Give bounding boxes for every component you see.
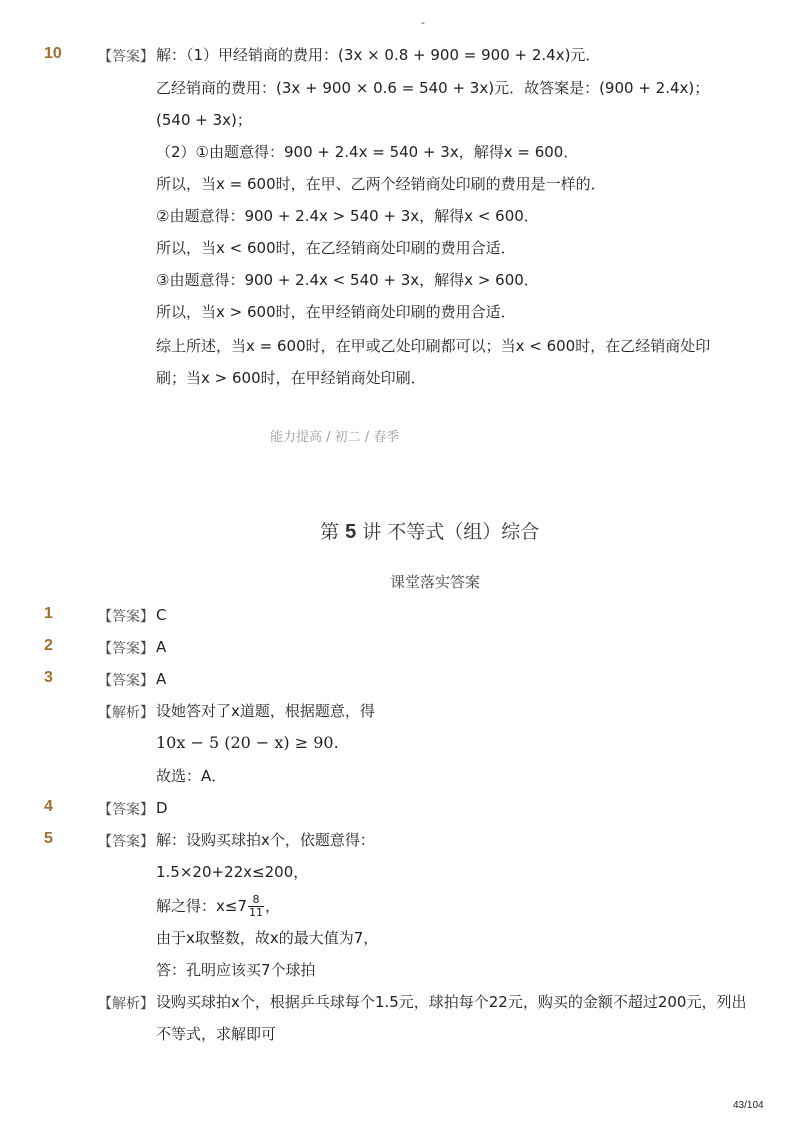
page-number: 43/104 [733, 1100, 764, 1111]
fraction-numerator: 8 [248, 894, 264, 907]
question-number-2: 2 [44, 637, 53, 654]
question-number-10: 10 [44, 45, 62, 62]
q10-line-10: 综上所述，当x = 600时，在甲或乙处印刷都可以；当x < 600时，在乙经销商处印 [156, 337, 711, 355]
analysis-tag: 【解析】 [98, 996, 154, 1012]
section-title-prefix: 第 [320, 521, 340, 543]
answer-tag: 【答案】 [98, 834, 154, 850]
answer-value-1: C [156, 606, 167, 624]
answer-value-3: A [156, 670, 167, 688]
q5-analysis-line-1: 设购买球拍x个，根据乒乓球每个1.5元，球拍每个22元，购买的金额不超过200元，列出 [156, 993, 747, 1011]
section-subtitle: 课堂落实答案 [390, 573, 481, 591]
q10-line-7: 所以，当x < 600时，在乙经销商处印刷的费用合适． [156, 239, 516, 257]
answer-value-2: A [156, 638, 167, 656]
q10-line-3: (540 + 3x)； [156, 111, 252, 129]
q10-line-8: ③由题意得：900 + 2.4x < 540 + 3x，解得x > 600． [156, 271, 539, 289]
section-title-number: 5 [345, 521, 357, 543]
q5-analysis-line-2: 不等式，求解即可 [156, 1025, 277, 1043]
analysis-tag: 【解析】 [98, 705, 154, 721]
fraction [248, 894, 264, 919]
q3-analysis-line-1: 设她答对了x道题，根据题意，得 [156, 702, 375, 720]
q5-line-3 [156, 894, 280, 919]
question-number-5: 5 [44, 830, 53, 847]
answer-tag: 【答案】 [98, 641, 154, 657]
answer-value-4: D [156, 799, 168, 817]
q10-line-9: 所以，当x > 600时，在甲经销商处印刷的费用合适． [156, 303, 516, 321]
answer-tag: 【答案】 [98, 609, 154, 625]
q5-solution-prefix: 解之得：x≤7 [156, 897, 247, 915]
q10-line-6: ②由题意得：900 + 2.4x > 540 + 3x，解得x < 600． [156, 207, 539, 225]
answer-tag: 【答案】 [98, 673, 154, 689]
q10-line-1: 解：（1）甲经销商的费用：(3x × 0.8 + 900 = 900 + 2.4x)元． [156, 46, 601, 64]
q5-solution-suffix: ， [265, 897, 281, 915]
fraction-denominator: 11 [249, 906, 263, 919]
q5-line-1: 解：设购买球拍x个，依题意得： [156, 831, 375, 849]
section-title [320, 517, 539, 544]
question-number-3: 3 [44, 669, 53, 686]
question-number-1: 1 [44, 605, 53, 622]
q10-line-2: 乙经销商的费用：(3x + 900 × 0.6 = 540 + 3x)元．故答案是：(900 + 2.4x)； [156, 79, 710, 97]
q3-analysis-formula: 10x − 5 (20 − x) ≥ 90. [156, 733, 339, 752]
answer-tag: 【答案】 [98, 802, 154, 818]
q10-line-4: （2）①由题意得：900 + 2.4x = 540 + 3x，解得x = 600． [156, 143, 579, 161]
answer-tag: 【答案】 [98, 49, 154, 65]
q5-line-5: 答：孔明应该买7个球拍 [156, 961, 316, 979]
q3-analysis-line-3: 故选：A． [156, 767, 227, 785]
q10-line-5: 所以，当x = 600时，在甲、乙两个经销商处印刷的费用是一样的． [156, 175, 606, 193]
section-title-text: 讲 不等式（组）综合 [362, 521, 540, 543]
q10-line-11: 刷；当x > 600时，在甲经销商处印刷． [156, 369, 426, 387]
running-footer: 能力提高 / 初二 / 春季 [270, 430, 400, 445]
header-mark: - [421, 16, 425, 29]
question-number-4: 4 [44, 798, 53, 815]
q5-line-2: 1.5×20+22x≤200， [156, 863, 309, 881]
q5-line-4: 由于x取整数，故x的最大值为7， [156, 929, 379, 947]
